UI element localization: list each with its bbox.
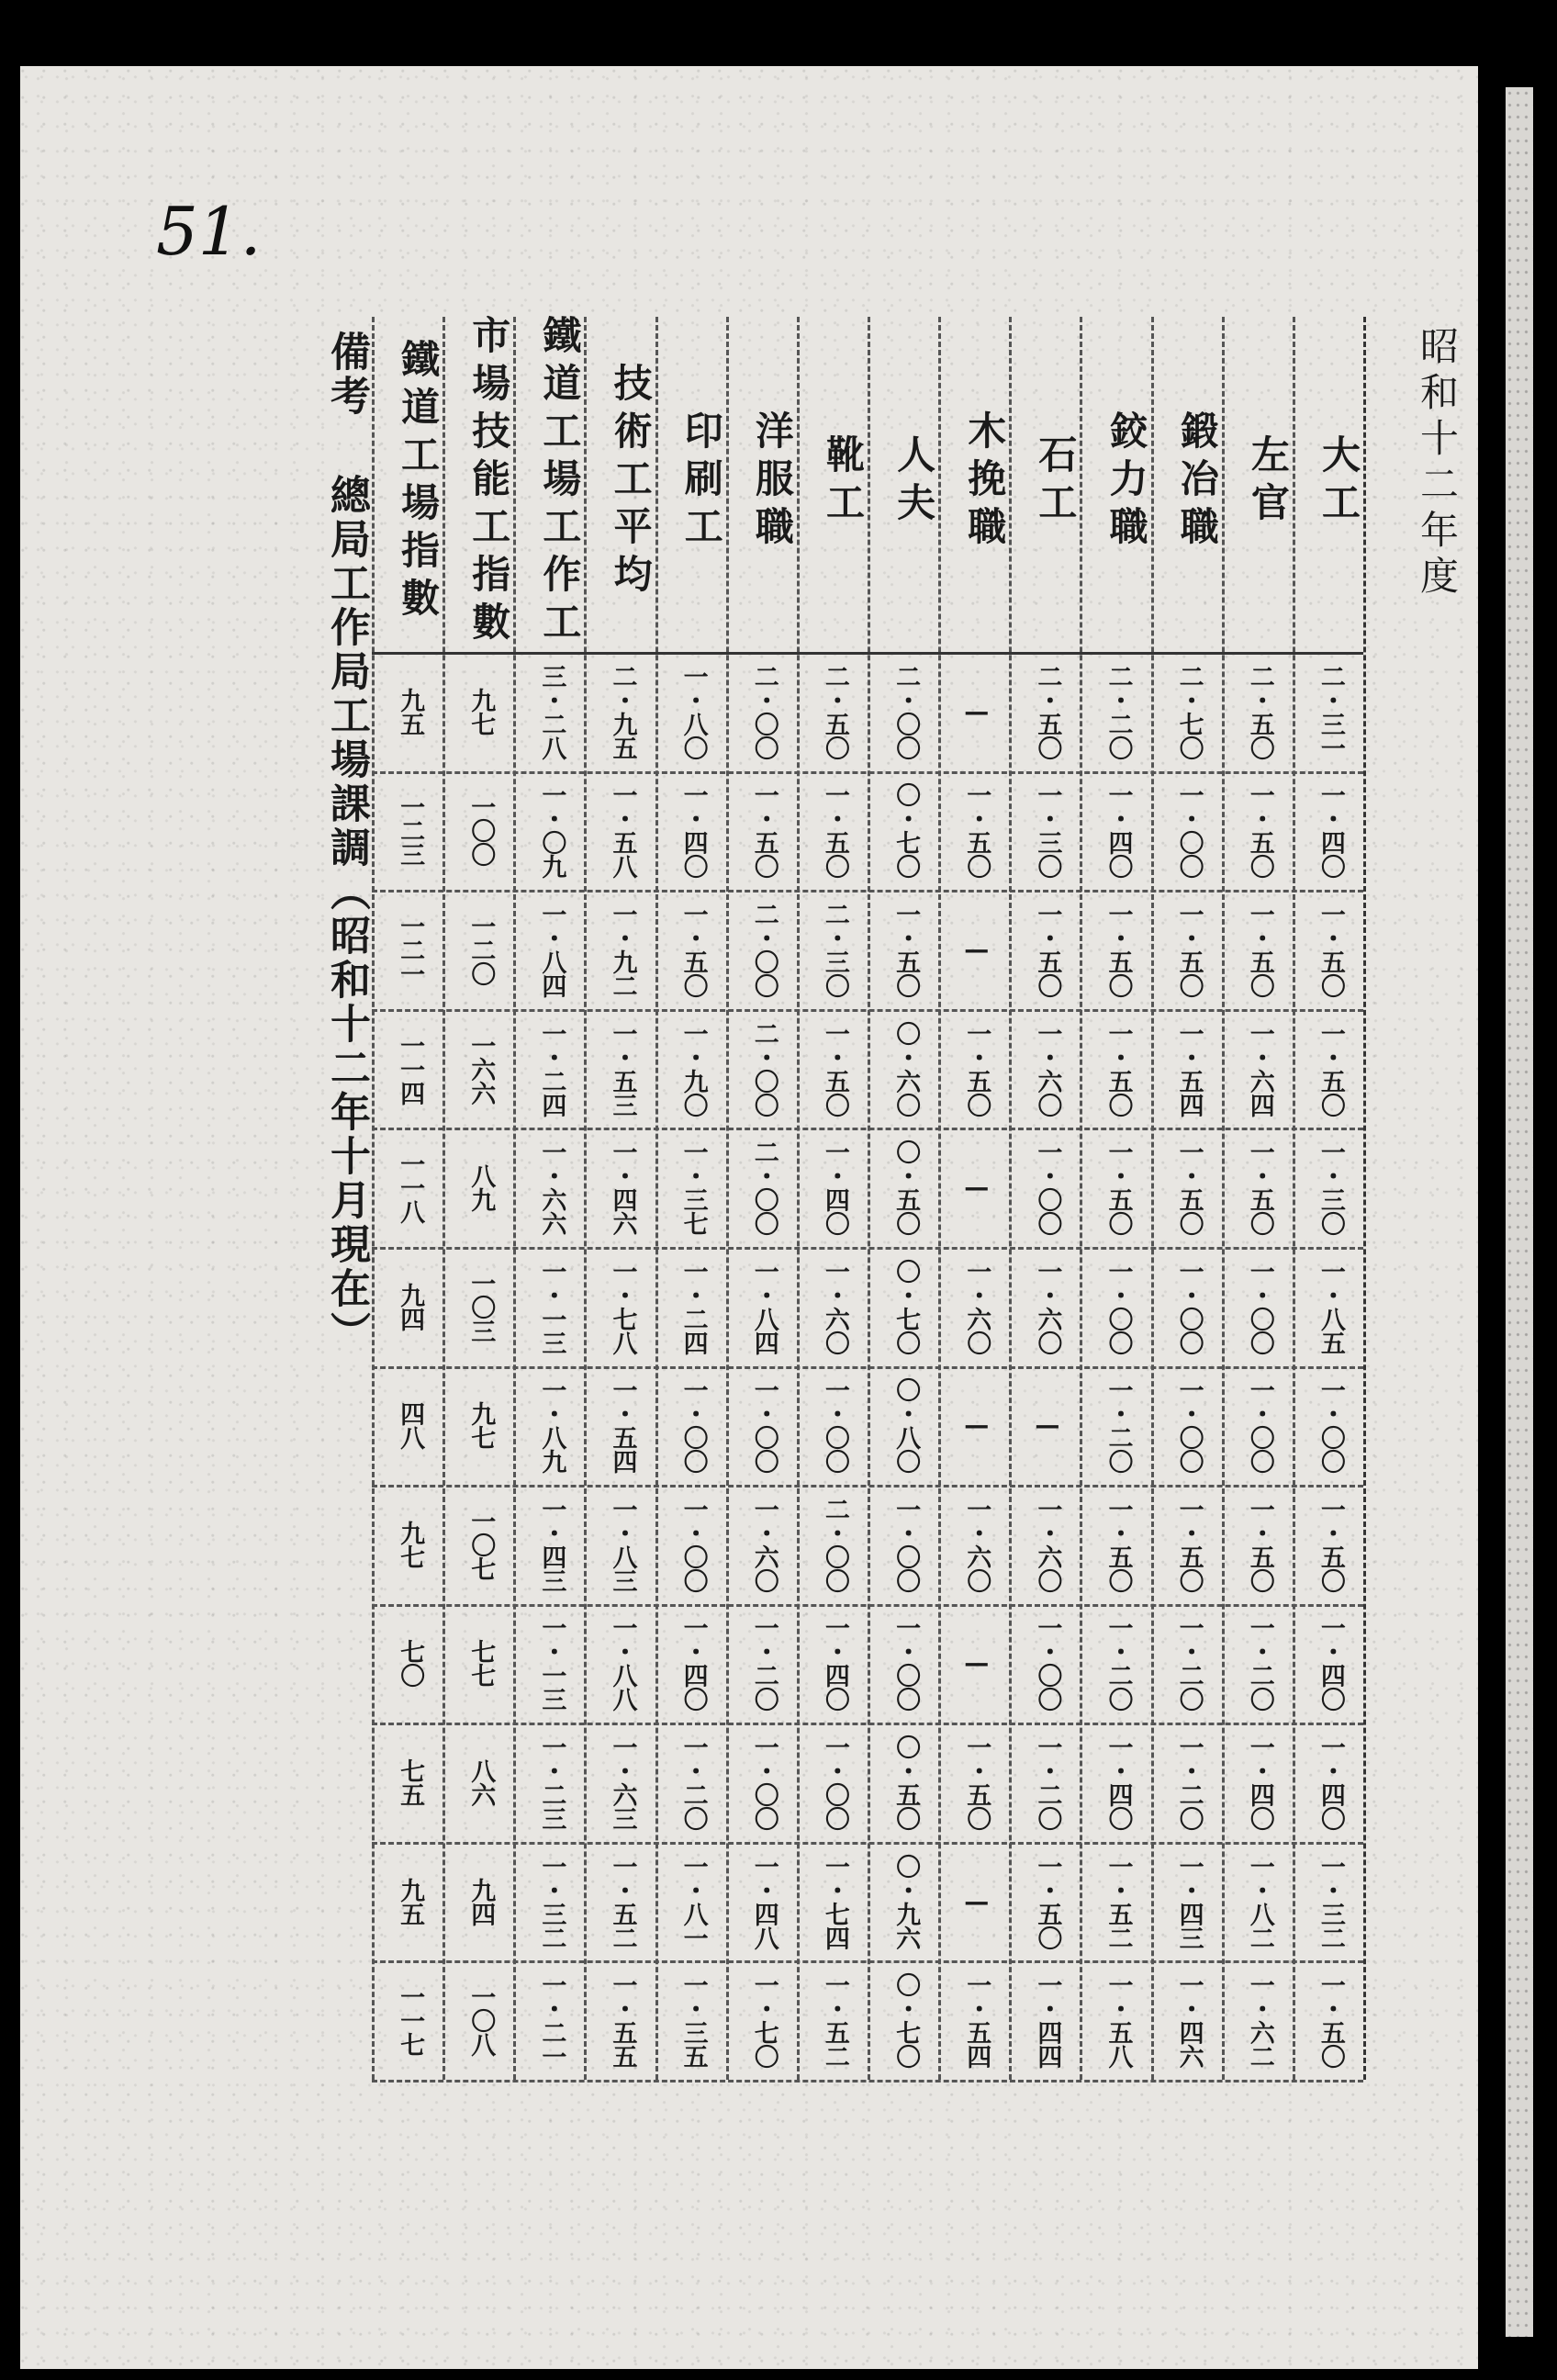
table-cell: 一・六〇 [820,1258,849,1354]
table-cell: 一・〇〇 [820,1734,849,1831]
table-cell: 一・五〇 [891,901,921,997]
table-column [513,317,587,2080]
table-cell: 一・二〇 [1103,1615,1133,1712]
table-cell: 一・二〇 [678,1734,708,1831]
column-header: 鐵道工場指數 [396,339,442,625]
table-cell: 一・三〇 [1033,782,1062,879]
table-cell: 〇・八〇 [891,1377,921,1474]
table-cell: 二・〇〇 [749,1139,778,1236]
table-cell: 一・〇〇 [1174,1258,1204,1354]
table-cell: 二・五〇 [820,663,849,759]
table-cell: — [962,1887,991,1915]
table-cell: 一・〇〇 [891,1496,921,1592]
table-cell: 一・三五 [678,1972,708,2069]
table-cell: 二・五〇 [1033,663,1062,759]
table-cell: 一・八三 [608,1496,637,1592]
table-column [442,317,516,2080]
table-cell: 九七 [466,1401,496,1450]
table-cell: 一・〇〇 [820,1377,849,1474]
table-column [584,317,657,2080]
table-cell: 一・四〇 [1316,1734,1345,1831]
wage-table [372,317,1366,2080]
table-cell: 一・六二 [1245,1972,1274,2069]
table-cell: 一一七 [396,1984,425,2057]
table-cell: 一・五〇 [1316,1972,1345,2069]
remark-label: 備考 [323,331,370,419]
table-cell: 一・六〇 [1033,1258,1062,1354]
table-cell: — [962,1411,991,1440]
table-cell: 一・六〇 [962,1258,991,1354]
table-cell: — [962,697,991,725]
table-cell: 一・二三 [537,1734,566,1831]
table-cell: 一・五〇 [1174,1139,1204,1236]
table-cell: — [962,1649,991,1678]
table-cell: 一・〇〇 [749,1377,778,1474]
page-number: 51. [156,193,262,270]
table-cell: 二・二〇 [1103,663,1133,759]
table-cell: 一六六 [466,1032,496,1105]
table-cell: 一・四〇 [678,782,708,879]
table-rule [372,1009,1363,1012]
table-column [938,317,1012,2080]
table-cell: 一・八八 [608,1615,637,1712]
column-header: 鐵道工場工作工 [537,315,583,649]
table-cell: 一・五五 [608,1972,637,2069]
table-cell: 一・五〇 [962,1020,991,1117]
table-cell: 一・五〇 [1174,1496,1204,1592]
table-cell: 一・八二 [1245,1853,1274,1949]
table-cell: 一〇〇 [466,794,496,867]
table-cell: 二・〇〇 [891,663,921,759]
table-column [868,317,941,2080]
table-rule [372,1128,1363,1130]
table-column [1222,317,1295,2080]
remark-text: 總局工作局工場課調（昭和十二年十月現在） [323,474,370,1355]
table-cell: 一・〇〇 [891,1615,921,1712]
table-cell: 一・七四 [820,1853,849,1949]
column-header: 鍛冶職 [1174,410,1220,554]
table-cell: 九五 [396,687,425,735]
column-header: 靴工 [820,434,866,530]
table-cell: 一・五〇 [1174,901,1204,997]
table-cell: 九七 [466,687,496,735]
table-cell: 〇・六〇 [891,1020,921,1117]
table-cell: 一・〇〇 [1245,1377,1274,1474]
table-cell: 一・六三 [608,1734,637,1831]
table-cell: 七〇 [396,1639,425,1688]
table-cell: 一・二〇 [1174,1734,1204,1831]
table-column [1293,317,1366,2080]
table-cell: 一・四〇 [1316,782,1345,879]
table-cell: 一・〇〇 [1103,1258,1133,1354]
table-cell: 一・五四 [1174,1020,1204,1117]
table-cell: 三・二八 [537,663,566,759]
table-cell: 一・〇〇 [1033,1615,1062,1712]
adjacent-page-edge [1506,87,1533,2337]
table-rule [372,1960,1363,1963]
table-cell: 一・二〇 [1174,1615,1204,1712]
table-cell: 一・五〇 [962,782,991,879]
table-cell: 一・七八 [608,1258,637,1354]
table-cell: 一・三二 [537,1853,566,1949]
table-column [1009,317,1082,2080]
table-cell: 一・五二 [820,1972,849,2069]
table-cell: 〇・七〇 [891,1972,921,2069]
table-rule [372,652,1363,655]
table-cell: 九五 [396,1877,425,1925]
table-cell: 二・九五 [608,663,637,759]
table-cell: 一・一三 [537,1258,566,1354]
table-cell: 一・〇〇 [1033,1139,1062,1236]
table-cell: 一・五〇 [1103,1496,1133,1592]
table-cell: 〇・九六 [891,1853,921,1949]
table-cell: 八六 [466,1758,496,1807]
table-cell: 一・四六 [608,1139,637,1236]
table-cell: 一・五〇 [1316,1496,1345,1592]
table-cell: 一・三〇 [1316,1139,1345,1236]
table-cell: 一・五〇 [1033,901,1062,997]
table-cell: 〇・七〇 [891,1258,921,1354]
table-cell: 四八 [396,1401,425,1450]
table-cell: 二・七〇 [1174,663,1204,759]
table-cell: 一・五〇 [1245,1139,1274,1236]
table-cell: 一・四〇 [820,1615,849,1712]
table-cell: 一・六〇 [962,1496,991,1592]
table-cell: 一・六四 [1245,1020,1274,1117]
table-cell: 七七 [466,1639,496,1688]
table-cell: 一・五〇 [820,782,849,879]
table-cell: 一・四三 [537,1496,566,1592]
table-cell: 一・六〇 [749,1496,778,1592]
table-column [1080,317,1153,2080]
table-cell: 一・一三 [537,1615,566,1712]
table-cell: 一・八九 [537,1377,566,1474]
table-cell: 一・八一 [678,1853,708,1949]
table-cell: 一・〇〇 [749,1734,778,1831]
table-cell: 一・〇〇 [678,1496,708,1592]
table-cell: 〇・五〇 [891,1139,921,1236]
column-header: 人夫 [891,434,937,530]
table-cell: 〇・七〇 [891,782,921,879]
table-cell: 一・五〇 [1245,1496,1274,1592]
table-cell: 一・三七 [678,1139,708,1236]
table-cell: 一・二〇 [1103,1377,1133,1474]
table-cell: 一・〇〇 [1245,1258,1274,1354]
table-cell: 一・二四 [537,1020,566,1117]
table-cell: 一・四〇 [1103,1734,1133,1831]
table-cell: — [1033,1411,1062,1440]
table-cell: 九四 [396,1282,425,1330]
column-header: 大工 [1316,434,1361,530]
table-cell: — [962,935,991,963]
table-column [1151,317,1225,2080]
column-header: 印刷工 [678,410,724,554]
remark [317,331,375,1355]
table-cell: 九七 [396,1520,425,1568]
table-cell: 一・五〇 [1245,782,1274,879]
table-cell: 一・八〇 [678,663,708,759]
column-header: 鉸力職 [1103,410,1149,554]
table-cell: 一・八五 [1316,1258,1345,1354]
table-cell: 一・二〇 [749,1615,778,1712]
table-column [372,317,445,2080]
table-cell: 一・五八 [608,782,637,879]
table-cell: 一・〇〇 [1316,1377,1345,1474]
table-cell: 一・五〇 [1103,1139,1133,1236]
table-cell: 一・七〇 [749,1972,778,2069]
table-cell: 一・五〇 [1316,1020,1345,1117]
table-cell: 一・五〇 [1103,901,1133,997]
table-cell: 九四 [466,1877,496,1925]
table-rule [372,1604,1363,1607]
table-cell: 一・〇〇 [1174,782,1204,879]
table-cell: 一・四三 [1174,1853,1204,1949]
table-cell: 一・四〇 [1316,1615,1345,1712]
table-cell: 一・五〇 [749,782,778,879]
table-cell: 一・五二 [608,1853,637,1949]
table-cell: 二・〇〇 [749,1020,778,1117]
table-cell: 一二三 [396,794,425,867]
column-header: 木挽職 [962,410,1008,554]
table-cell: 一二一 [396,913,425,985]
table-rule [372,1366,1363,1369]
table-cell: 二・〇〇 [749,663,778,759]
table-cell: 一・八四 [537,901,566,997]
table-cell: 一・五〇 [1245,901,1274,997]
table-cell: 一・五〇 [1033,1853,1062,1949]
document-title: 昭和十二年度 [1415,326,1460,601]
column-header: 市場技能工指數 [466,315,512,649]
table-cell: 一・〇〇 [1174,1377,1204,1474]
table-rule [372,890,1363,892]
table-cell: 一二〇 [466,913,496,985]
table-rule [372,1485,1363,1488]
table-cell: 一〇三 [466,1270,496,1342]
table-cell: 一・四〇 [1245,1734,1274,1831]
table-cell: 一・五三 [608,1020,637,1117]
table-cell: 一・四六 [1174,1972,1204,2069]
table-cell: 二・〇〇 [820,1496,849,1592]
table-cell: 一一四 [396,1032,425,1105]
table-cell: 一・六〇 [1033,1496,1062,1592]
table-rule [372,1723,1363,1725]
table-cell: 一・五〇 [678,901,708,997]
table-rule [372,2080,1363,2082]
column-header: 左官 [1245,434,1291,530]
column-header: 技術工平均 [608,363,654,601]
table-cell: 一・〇〇 [678,1377,708,1474]
column-header: 洋服職 [749,410,795,554]
table-cell: 一〇七 [466,1508,496,1580]
table-cell: 一・二四 [678,1258,708,1354]
table-cell: 一・五〇 [1103,1020,1133,1117]
table-cell: 二・三一 [1316,663,1345,759]
table-cell: 八九 [466,1163,496,1212]
table-rule [372,771,1363,774]
table-column [797,317,870,2080]
table-cell: 一〇八 [466,1984,496,2057]
table-cell: 一・五四 [608,1377,637,1474]
table-cell: 〇・五〇 [891,1734,921,1831]
table-cell: 一・二一 [537,1972,566,2069]
table-column [655,317,729,2080]
table-cell: 二・三〇 [820,901,849,997]
table-cell: 一・四〇 [1103,782,1133,879]
table-cell: 一・二〇 [1245,1615,1274,1712]
table-cell: 一・五二 [1103,1853,1133,1949]
table-cell: 一・四四 [1033,1972,1062,2069]
table-cell: 一・五八 [1103,1972,1133,2069]
table-cell: 一・九二 [608,901,637,997]
table-cell: 一・六六 [537,1139,566,1236]
table-rule [372,1842,1363,1845]
table-rule [372,1247,1363,1250]
table-cell: 一一八 [396,1151,425,1224]
table-cell: 一・九〇 [678,1020,708,1117]
table-cell: 一・五〇 [1316,901,1345,997]
table-column [726,317,800,2080]
table-cell: — [962,1173,991,1202]
table-cell: 一・五〇 [820,1020,849,1117]
table-cell: 一・四〇 [820,1139,849,1236]
table-cell: 一・八四 [749,1258,778,1354]
table-cell: 七五 [396,1758,425,1807]
table-cell: 二・〇〇 [749,901,778,997]
table-cell: 一・〇九 [537,782,566,879]
table-cell: 二・五〇 [1245,663,1274,759]
table-cell: 一・五四 [962,1972,991,2069]
table-cell: 一・五〇 [962,1734,991,1831]
table-cell: 一・二〇 [1033,1734,1062,1831]
table-cell: 一・六〇 [1033,1020,1062,1117]
table-cell: 一・四〇 [678,1615,708,1712]
table-cell: 一・四八 [749,1853,778,1949]
table-cell: 一・三二 [1316,1853,1345,1949]
column-header: 石工 [1033,434,1079,530]
